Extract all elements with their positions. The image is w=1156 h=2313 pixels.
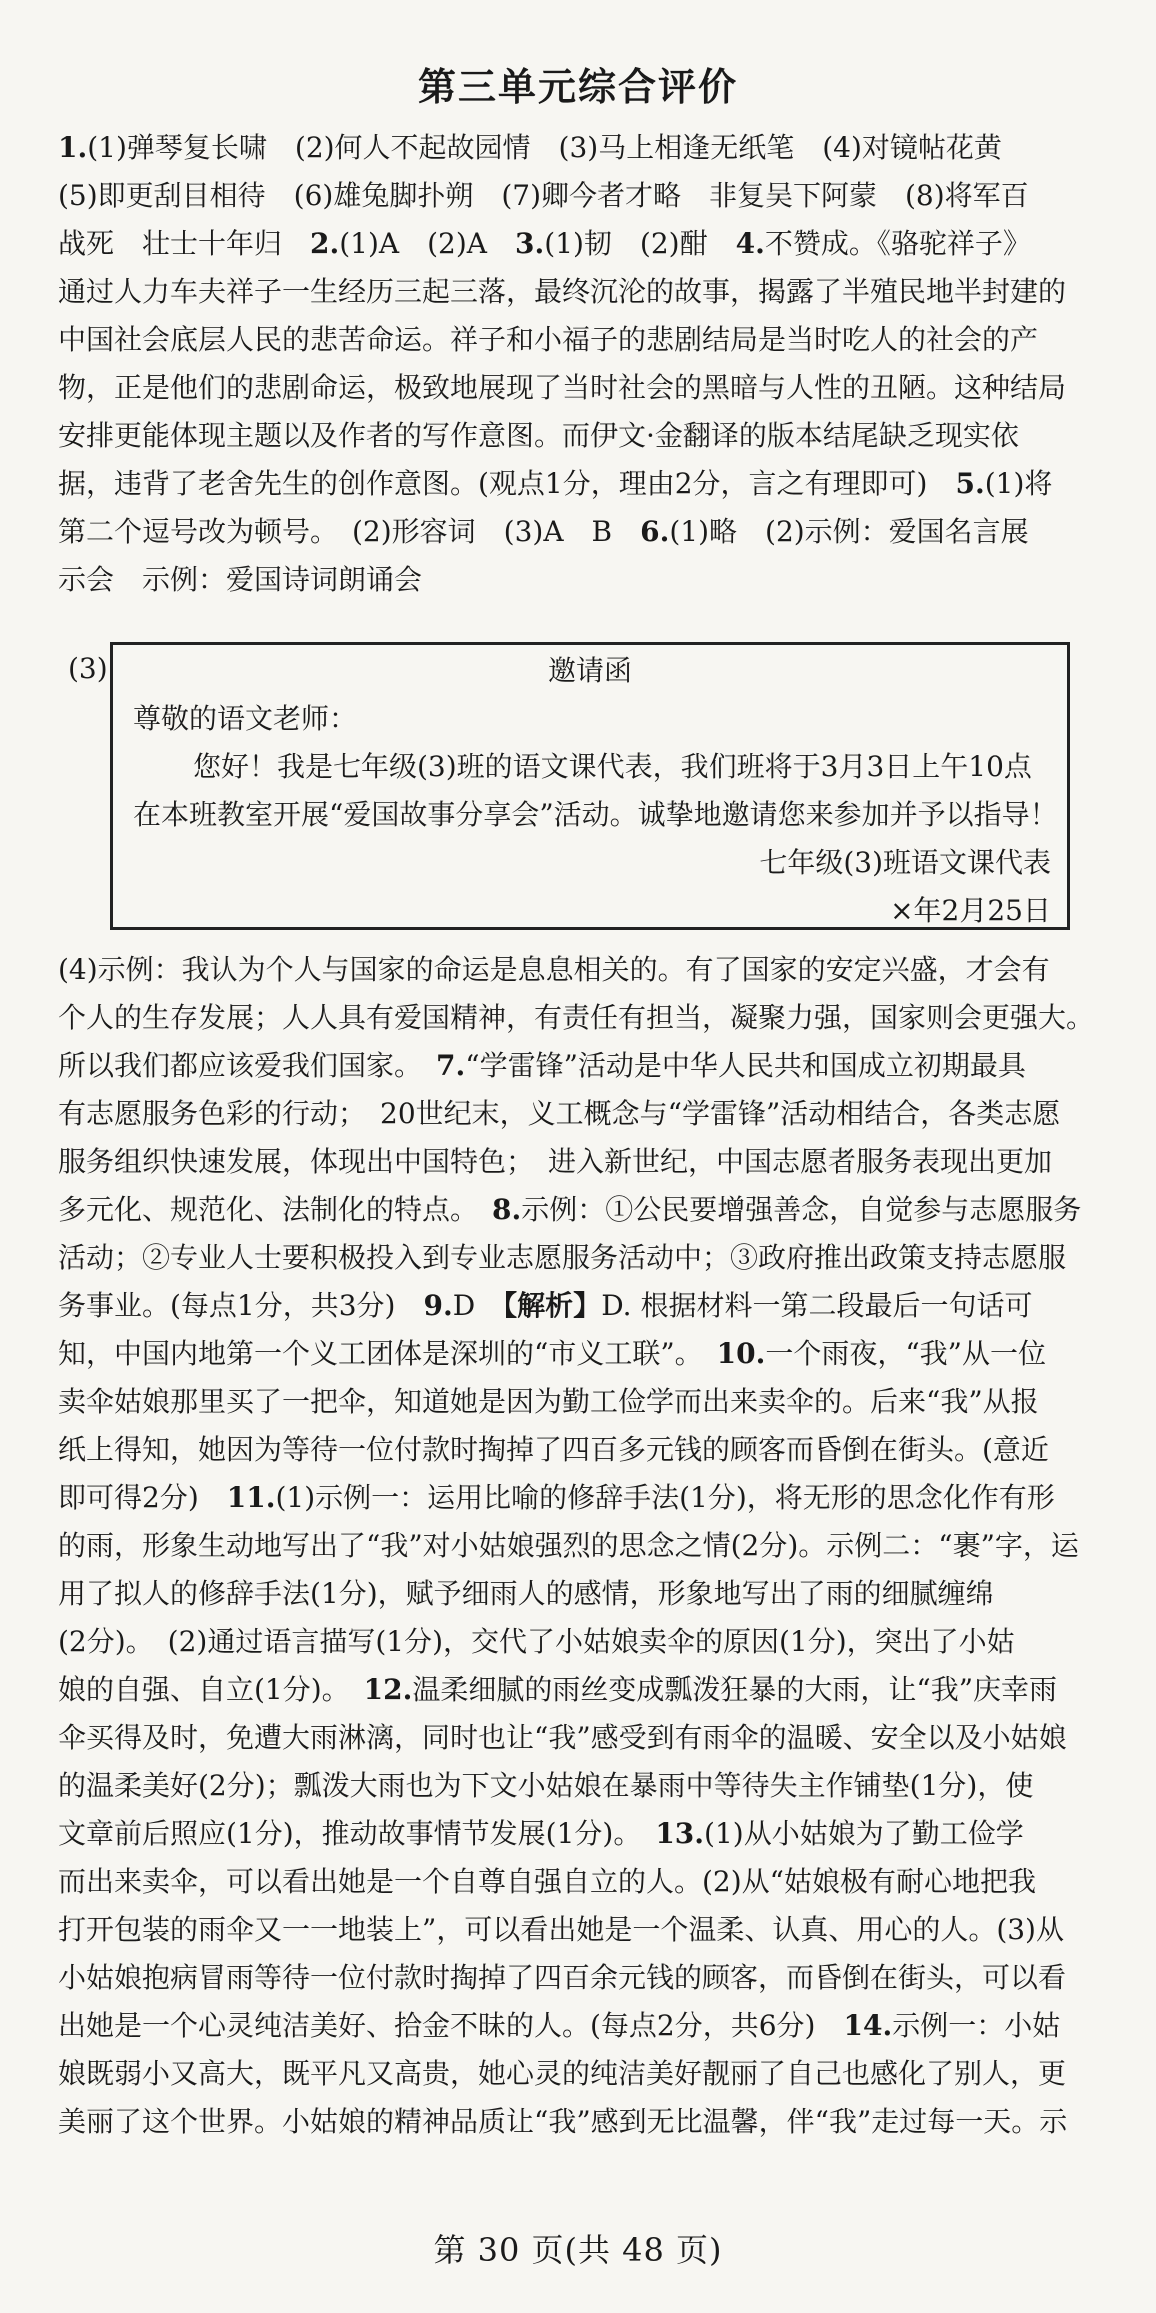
answer-line: 打开包装的雨伞又一一地装上”，可以看出她是一个温柔、认真、用心的人。(3)从	[58, 1913, 1064, 1946]
letter-greeting: 尊敬的语文老师：	[133, 702, 358, 735]
answer-line: 小姑娘抱病冒雨等待一位付款时掏掉了四百余元钱的顾客，而昏倒在街头，可以看	[58, 1961, 1067, 1994]
page-title: 第三单元综合评价	[417, 64, 738, 109]
invitation-letter-box	[110, 642, 1070, 930]
answer-line: 娘的自强、自立(1分)。 12.温柔细腻的雨丝变成瓢泼狂暴的大雨，让“我”庆幸雨	[58, 1673, 1058, 1706]
answer-line: 第二个逗号改为顿号。 (2)形容词 (3)A B 6.(1)略 (2)示例：爱国名言展	[58, 515, 1029, 548]
answer-line: 活动；②专业人士要积极投入到专业志愿服务活动中；③政府推出政策支持志愿服	[58, 1241, 1067, 1274]
answer-line: 示会 示例：爱国诗词朗诵会	[58, 563, 423, 596]
answer-line: 物，正是他们的悲剧命运，极致地展现了当时社会的黑暗与人性的丑陋。这种结局	[58, 371, 1067, 404]
answer-line: (5)即更刮目相待 (6)雄兔脚扑朔 (7)卿今者才略 非复吴下阿蒙 (8)将军百	[58, 179, 1029, 212]
letter-signer: 七年级(3)班语文课代表	[759, 846, 1051, 879]
letter-body: 您好！我是七年级(3)班的语文课代表，我们班将于3月3日上午10点	[193, 750, 1032, 783]
answer-line: 通过人力车夫祥子一生经历三起三落，最终沉沦的故事，揭露了半殖民地半封建的	[58, 275, 1067, 308]
answer-line: 个人的生存发展；人人具有爱国精神，有责任有担当，凝聚力强，国家则会更强大。	[58, 1001, 1095, 1034]
answer-line: 出她是一个心灵纯洁美好、拾金不昧的人。(每点2分，共6分) 14.示例一：小姑	[58, 2009, 1061, 2042]
answers-part-1	[58, 124, 1098, 604]
answer-line: 娘既弱小又高大，既平凡又高贵，她心灵的纯洁美好靓丽了自己也感化了别人，更	[58, 2057, 1067, 2090]
letter-label: (3)	[68, 652, 108, 685]
answer-line: 文章前后照应(1分)，推动故事情节发展(1分)。 13.(1)从小姑娘为了勤工俭学	[58, 1817, 1024, 1850]
letter-date: ×年2月25日	[890, 894, 1051, 927]
answer-line: 而出来卖伞，可以看出她是一个自尊自强自立的人。(2)从“姑娘极有耐心地把我	[58, 1865, 1036, 1898]
answer-line: (4)示例：我认为个人与国家的命运是息息相关的。有了国家的安定兴盛，才会有	[58, 953, 1050, 986]
answer-line: 所以我们都应该爱我们国家。 7.“学雷锋”活动是中华人民共和国成立初期最具	[58, 1049, 1026, 1082]
answer-line: 用了拟人的修辞手法(1分)，赋予细雨人的感情，形象地写出了雨的细腻缠绵	[58, 1577, 994, 1610]
answer-line: 务事业。(每点1分，共3分) 9.D 【解析】D. 根据材料一第二段最后一句话可	[58, 1289, 1033, 1322]
page-number-footer: 第 30 页(共 48 页)	[433, 2231, 723, 2269]
answer-line: 纸上得知，她因为等待一位付款时掏掉了四百多元钱的顾客而昏倒在街头。(意近	[58, 1433, 1049, 1466]
answer-line: 1.(1)弹琴复长啸 (2)何人不起故园情 (3)马上相逢无纸笔 (4)对镜帖花黄	[58, 131, 1002, 164]
letter-body: 在本班教室开展“爱国故事分享会”活动。诚挚地邀请您来参加并予以指导！	[133, 798, 1058, 831]
answer-line: 战死 壮士十年归 2.(1)A (2)A 3.(1)韧 (2)酣 4.不赞成。《骆驼祥子》	[58, 227, 1031, 260]
answer-line: 有志愿服务色彩的行动； 20世纪末，义工概念与“学雷锋”活动相结合，各类志愿	[58, 1097, 1061, 1130]
letter-title: 邀请函	[547, 654, 632, 687]
answer-line: 多元化、规范化、法制化的特点。 8.示例：①公民要增强善念，自觉参与志愿服务	[58, 1193, 1082, 1226]
answer-line: 中国社会底层人民的悲苦命运。祥子和小福子的悲剧结局是当时吃人的社会的产	[58, 323, 1039, 356]
answer-line: 服务组织快速发展，体现出中国特色； 进入新世纪，中国志愿者服务表现出更加	[58, 1145, 1053, 1178]
answer-line: (2分)。 (2)通过语言描写(1分)，交代了小姑娘卖伞的原因(1分)，突出了小姑	[58, 1625, 1015, 1658]
answer-line: 即可得2分) 11.(1)示例一：运用比喻的修辞手法(1分)，将无形的思念化作有形	[58, 1481, 1055, 1514]
answer-line: 的雨，形象生动地写出了“我”对小姑娘强烈的思念之情(2分)。示例二：“裹”字，运	[58, 1529, 1079, 1562]
answer-line: 的温柔美好(2分)；瓢泼大雨也为下文小姑娘在暴雨中等待失主作铺垫(1分)，使	[58, 1769, 1034, 1802]
answer-line: 知，中国内地第一个义工团体是深圳的“市义工联”。 10.一个雨夜，“我”从一位	[58, 1337, 1046, 1370]
answers-part-2	[58, 946, 1098, 2146]
answer-line: 美丽了这个世界。小姑娘的精神品质让“我”感到无比温馨，伴“我”走过每一天。示	[58, 2105, 1068, 2138]
answer-line: 伞买得及时，免遭大雨淋漓，同时也让“我”感受到有雨伞的温暖、安全以及小姑娘	[58, 1721, 1067, 1754]
answer-line: 卖伞姑娘那里买了一把伞，知道她是因为勤工俭学而出来卖伞的。后来“我”从报	[58, 1385, 1039, 1418]
answer-line: 安排更能体现主题以及作者的写作意图。而伊文·金翻译的版本结尾缺乏现实依	[58, 419, 1019, 452]
answer-line: 据，违背了老舍先生的创作意图。(观点1分，理由2分，言之有理即可) 5.(1)将	[58, 467, 1053, 500]
